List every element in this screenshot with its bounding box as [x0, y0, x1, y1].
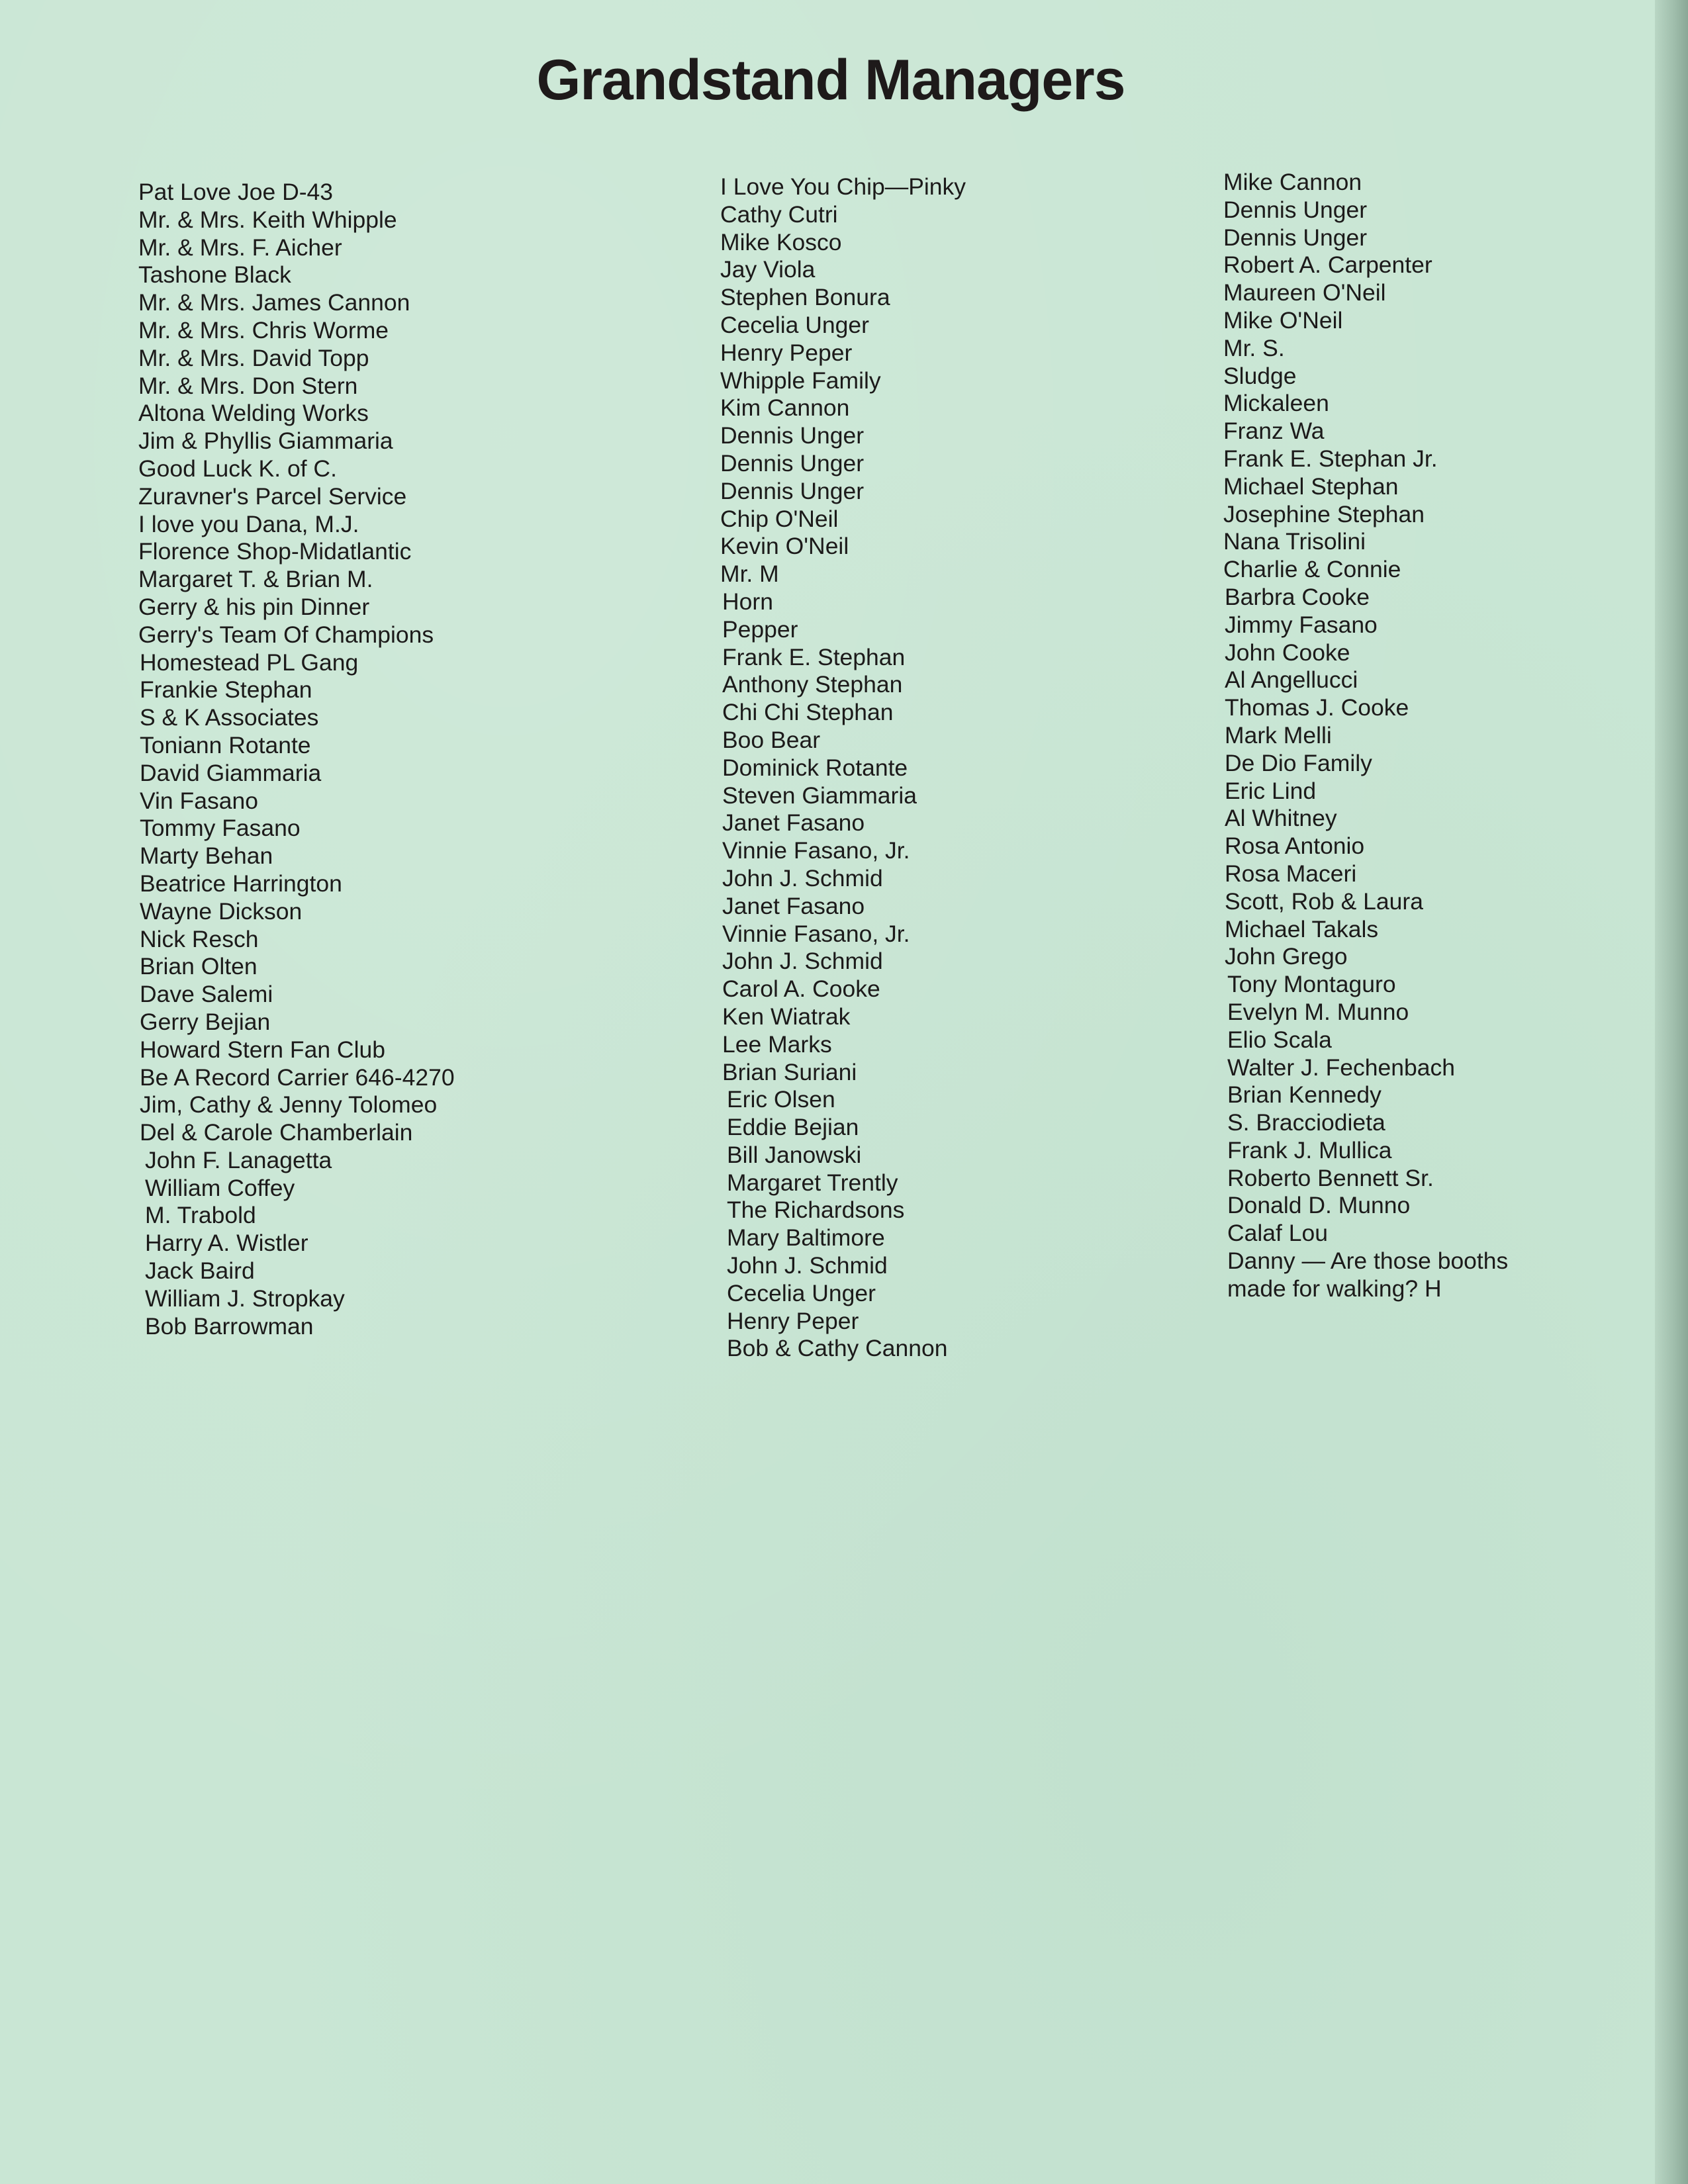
- list-item: Michael Stephan: [1223, 473, 1399, 500]
- list-item: Brian Kennedy: [1227, 1081, 1382, 1109]
- list-item: Eric Lind: [1225, 777, 1317, 804]
- list-item: Beatrice Harrington: [140, 870, 342, 897]
- list-item: Tommy Fasano: [140, 815, 301, 842]
- list-item: Homestead PL Gang: [140, 649, 359, 676]
- list-item: Jimmy Fasano: [1225, 611, 1378, 638]
- list-item: Brian Olten: [140, 953, 258, 980]
- list-item: Franz Wa: [1223, 418, 1325, 445]
- list-item: Jim & Phyllis Giammaria: [138, 428, 393, 455]
- list-item: Henry Peper: [720, 339, 853, 366]
- list-item: M. Trabold: [145, 1202, 256, 1229]
- list-item: Thomas J. Cooke: [1225, 694, 1409, 721]
- list-item: Mike Kosco: [720, 228, 842, 255]
- list-item: William J. Stropkay: [145, 1285, 345, 1312]
- list-item: Jim, Cathy & Jenny Tolomeo: [140, 1091, 438, 1118]
- list-item: Mickaleen: [1223, 390, 1329, 417]
- list-item: S. Bracciodieta: [1227, 1109, 1385, 1136]
- names-column-1: [138, 179, 455, 1340]
- list-item: Harry A. Wistler: [145, 1230, 308, 1257]
- list-item: Vinnie Fasano, Jr.: [722, 920, 910, 947]
- list-item: Dennis Unger: [1223, 224, 1368, 251]
- list-item: Danny — Are those booths: [1227, 1248, 1509, 1275]
- list-item: Stephen Bonura: [720, 284, 890, 311]
- list-item: Robert A. Carpenter: [1223, 251, 1432, 279]
- list-item: Scott, Rob & Laura: [1225, 887, 1423, 915]
- list-item: Toniann Rotante: [140, 731, 311, 758]
- list-item: Mr. & Mrs. James Cannon: [138, 289, 410, 316]
- list-item: Roberto Bennett Sr.: [1227, 1164, 1434, 1191]
- list-item: Evelyn M. Munno: [1227, 998, 1409, 1025]
- list-item: Whipple Family: [720, 367, 881, 394]
- list-item: Ken Wiatrak: [722, 1003, 851, 1030]
- list-item: Gerry's Team Of Champions: [138, 621, 434, 648]
- list-item: Elio Scala: [1227, 1026, 1332, 1053]
- list-item: Mr. & Mrs. Keith Whipple: [138, 206, 397, 233]
- list-item: Steven Giammaria: [722, 782, 917, 809]
- list-item: Maureen O'Neil: [1223, 279, 1386, 306]
- list-item: Mr. M: [720, 561, 779, 588]
- list-item: The Richardsons: [727, 1197, 905, 1224]
- list-item: John J. Schmid: [722, 948, 883, 975]
- list-item: Mr. S.: [1223, 334, 1285, 361]
- list-item: Michael Takals: [1225, 915, 1379, 942]
- list-item: Eddie Bejian: [727, 1114, 859, 1141]
- list-item: Cathy Cutri: [720, 201, 838, 228]
- list-item: Al Whitney: [1225, 805, 1337, 832]
- list-item: Mark Melli: [1225, 721, 1332, 749]
- page-edge: [1655, 0, 1688, 2184]
- list-item: Marty Behan: [140, 842, 273, 870]
- list-item: Charlie & Connie: [1223, 556, 1401, 583]
- list-item: Chi Chi Stephan: [722, 699, 894, 726]
- list-item: Mr. & Mrs. Chris Worme: [138, 316, 389, 343]
- list-item: John Cooke: [1225, 639, 1350, 666]
- names-column-2: [720, 173, 966, 1363]
- list-item: Dave Salemi: [140, 981, 273, 1008]
- list-item: Calaf Lou: [1227, 1220, 1328, 1247]
- page-title: Grandstand Managers: [536, 48, 1125, 112]
- list-item: Rosa Antonio: [1225, 833, 1365, 860]
- list-item: Rosa Maceri: [1225, 860, 1357, 887]
- list-item: Janet Fasano: [722, 809, 865, 837]
- list-item: made for walking? H: [1227, 1275, 1442, 1302]
- list-item: John J. Schmid: [722, 864, 883, 891]
- list-item: Mike O'Neil: [1223, 306, 1343, 334]
- list-item: Pepper: [722, 615, 798, 643]
- list-item: Walter J. Fechenbach: [1227, 1054, 1455, 1081]
- list-item: Horn: [722, 588, 773, 615]
- list-item: Boo Bear: [722, 726, 821, 753]
- list-item: Janet Fasano: [722, 892, 865, 919]
- list-item: Frank J. Mullica: [1227, 1136, 1392, 1163]
- list-item: Mr. & Mrs. David Topp: [138, 344, 369, 371]
- list-item: Sludge: [1223, 362, 1297, 389]
- list-item: Wayne Dickson: [140, 897, 303, 925]
- list-item: Eric Olsen: [727, 1086, 835, 1113]
- list-item: Al Angellucci: [1225, 666, 1358, 694]
- list-item: Frank E. Stephan Jr.: [1223, 445, 1438, 472]
- list-item: Barbra Cooke: [1225, 583, 1370, 610]
- list-item: Lee Marks: [722, 1030, 832, 1058]
- list-item: Vinnie Fasano, Jr.: [722, 837, 910, 864]
- list-item: Margaret T. & Brian M.: [138, 566, 373, 593]
- list-item: Gerry & his pin Dinner: [138, 593, 370, 620]
- list-item: Frank E. Stephan: [722, 643, 906, 670]
- list-item: Chip O'Neil: [720, 505, 839, 532]
- list-item: Josephine Stephan: [1223, 500, 1425, 527]
- list-item: Tashone Black: [138, 261, 291, 289]
- list-item: Dennis Unger: [720, 477, 865, 504]
- list-item: Bill Janowski: [727, 1141, 862, 1168]
- list-item: Mr. & Mrs. F. Aicher: [138, 234, 342, 261]
- list-item: Be A Record Carrier 646-4270: [140, 1064, 455, 1091]
- list-item: Dennis Unger: [1223, 196, 1368, 223]
- list-item: Donald D. Munno: [1227, 1192, 1411, 1219]
- list-item: Cecelia Unger: [727, 1279, 876, 1306]
- list-item: Frankie Stephan: [140, 676, 312, 704]
- list-item: Tony Montaguro: [1227, 971, 1396, 998]
- list-item: I love you Dana, M.J.: [138, 510, 359, 537]
- list-item: Bob Barrowman: [145, 1312, 314, 1340]
- list-item: Altona Welding Works: [138, 400, 369, 427]
- list-item: Mary Baltimore: [727, 1224, 885, 1251]
- list-item: Nick Resch: [140, 925, 259, 952]
- list-item: Dominick Rotante: [722, 754, 908, 781]
- list-item: Pat Love Joe D-43: [138, 179, 334, 205]
- list-item: John F. Lanagetta: [145, 1146, 332, 1173]
- list-item: Brian Suriani: [722, 1058, 857, 1085]
- names-column-3: [1223, 169, 1508, 1303]
- list-item: John Grego: [1225, 943, 1348, 970]
- list-item: Margaret Trently: [727, 1169, 898, 1196]
- list-item: Jack Baird: [145, 1257, 255, 1285]
- list-item: Dennis Unger: [720, 449, 865, 477]
- list-item: Jay Viola: [720, 256, 816, 283]
- list-item: William Coffey: [145, 1174, 295, 1201]
- list-item: S & K Associates: [140, 704, 319, 731]
- list-item: I Love You Chip—Pinky: [720, 173, 966, 200]
- list-item: Gerry Bejian: [140, 1008, 271, 1035]
- list-item: Howard Stern Fan Club: [140, 1036, 385, 1063]
- list-item: Henry Peper: [727, 1307, 859, 1334]
- list-item: Mr. & Mrs. Don Stern: [138, 372, 358, 399]
- list-item: Nana Trisolini: [1223, 528, 1366, 555]
- list-item: John J. Schmid: [727, 1252, 888, 1279]
- list-item: David Giammaria: [140, 759, 322, 786]
- list-item: De Dio Family: [1225, 749, 1372, 776]
- list-item: Zuravner's Parcel Service: [138, 482, 407, 510]
- list-item: Carol A. Cooke: [722, 976, 880, 1003]
- list-item: Florence Shop-Midatlantic: [138, 538, 412, 565]
- list-item: Vin Fasano: [140, 787, 258, 814]
- list-item: Bob & Cathy Cannon: [727, 1335, 948, 1362]
- list-item: Cecelia Unger: [720, 311, 869, 338]
- list-item: Good Luck K. of C.: [138, 455, 337, 482]
- list-item: Mike Cannon: [1223, 169, 1362, 195]
- list-item: Kevin O'Neil: [720, 533, 849, 560]
- list-item: Dennis Unger: [720, 422, 865, 449]
- list-item: Kim Cannon: [720, 394, 850, 422]
- list-item: Del & Carole Chamberlain: [140, 1119, 413, 1146]
- list-item: Anthony Stephan: [722, 671, 903, 698]
